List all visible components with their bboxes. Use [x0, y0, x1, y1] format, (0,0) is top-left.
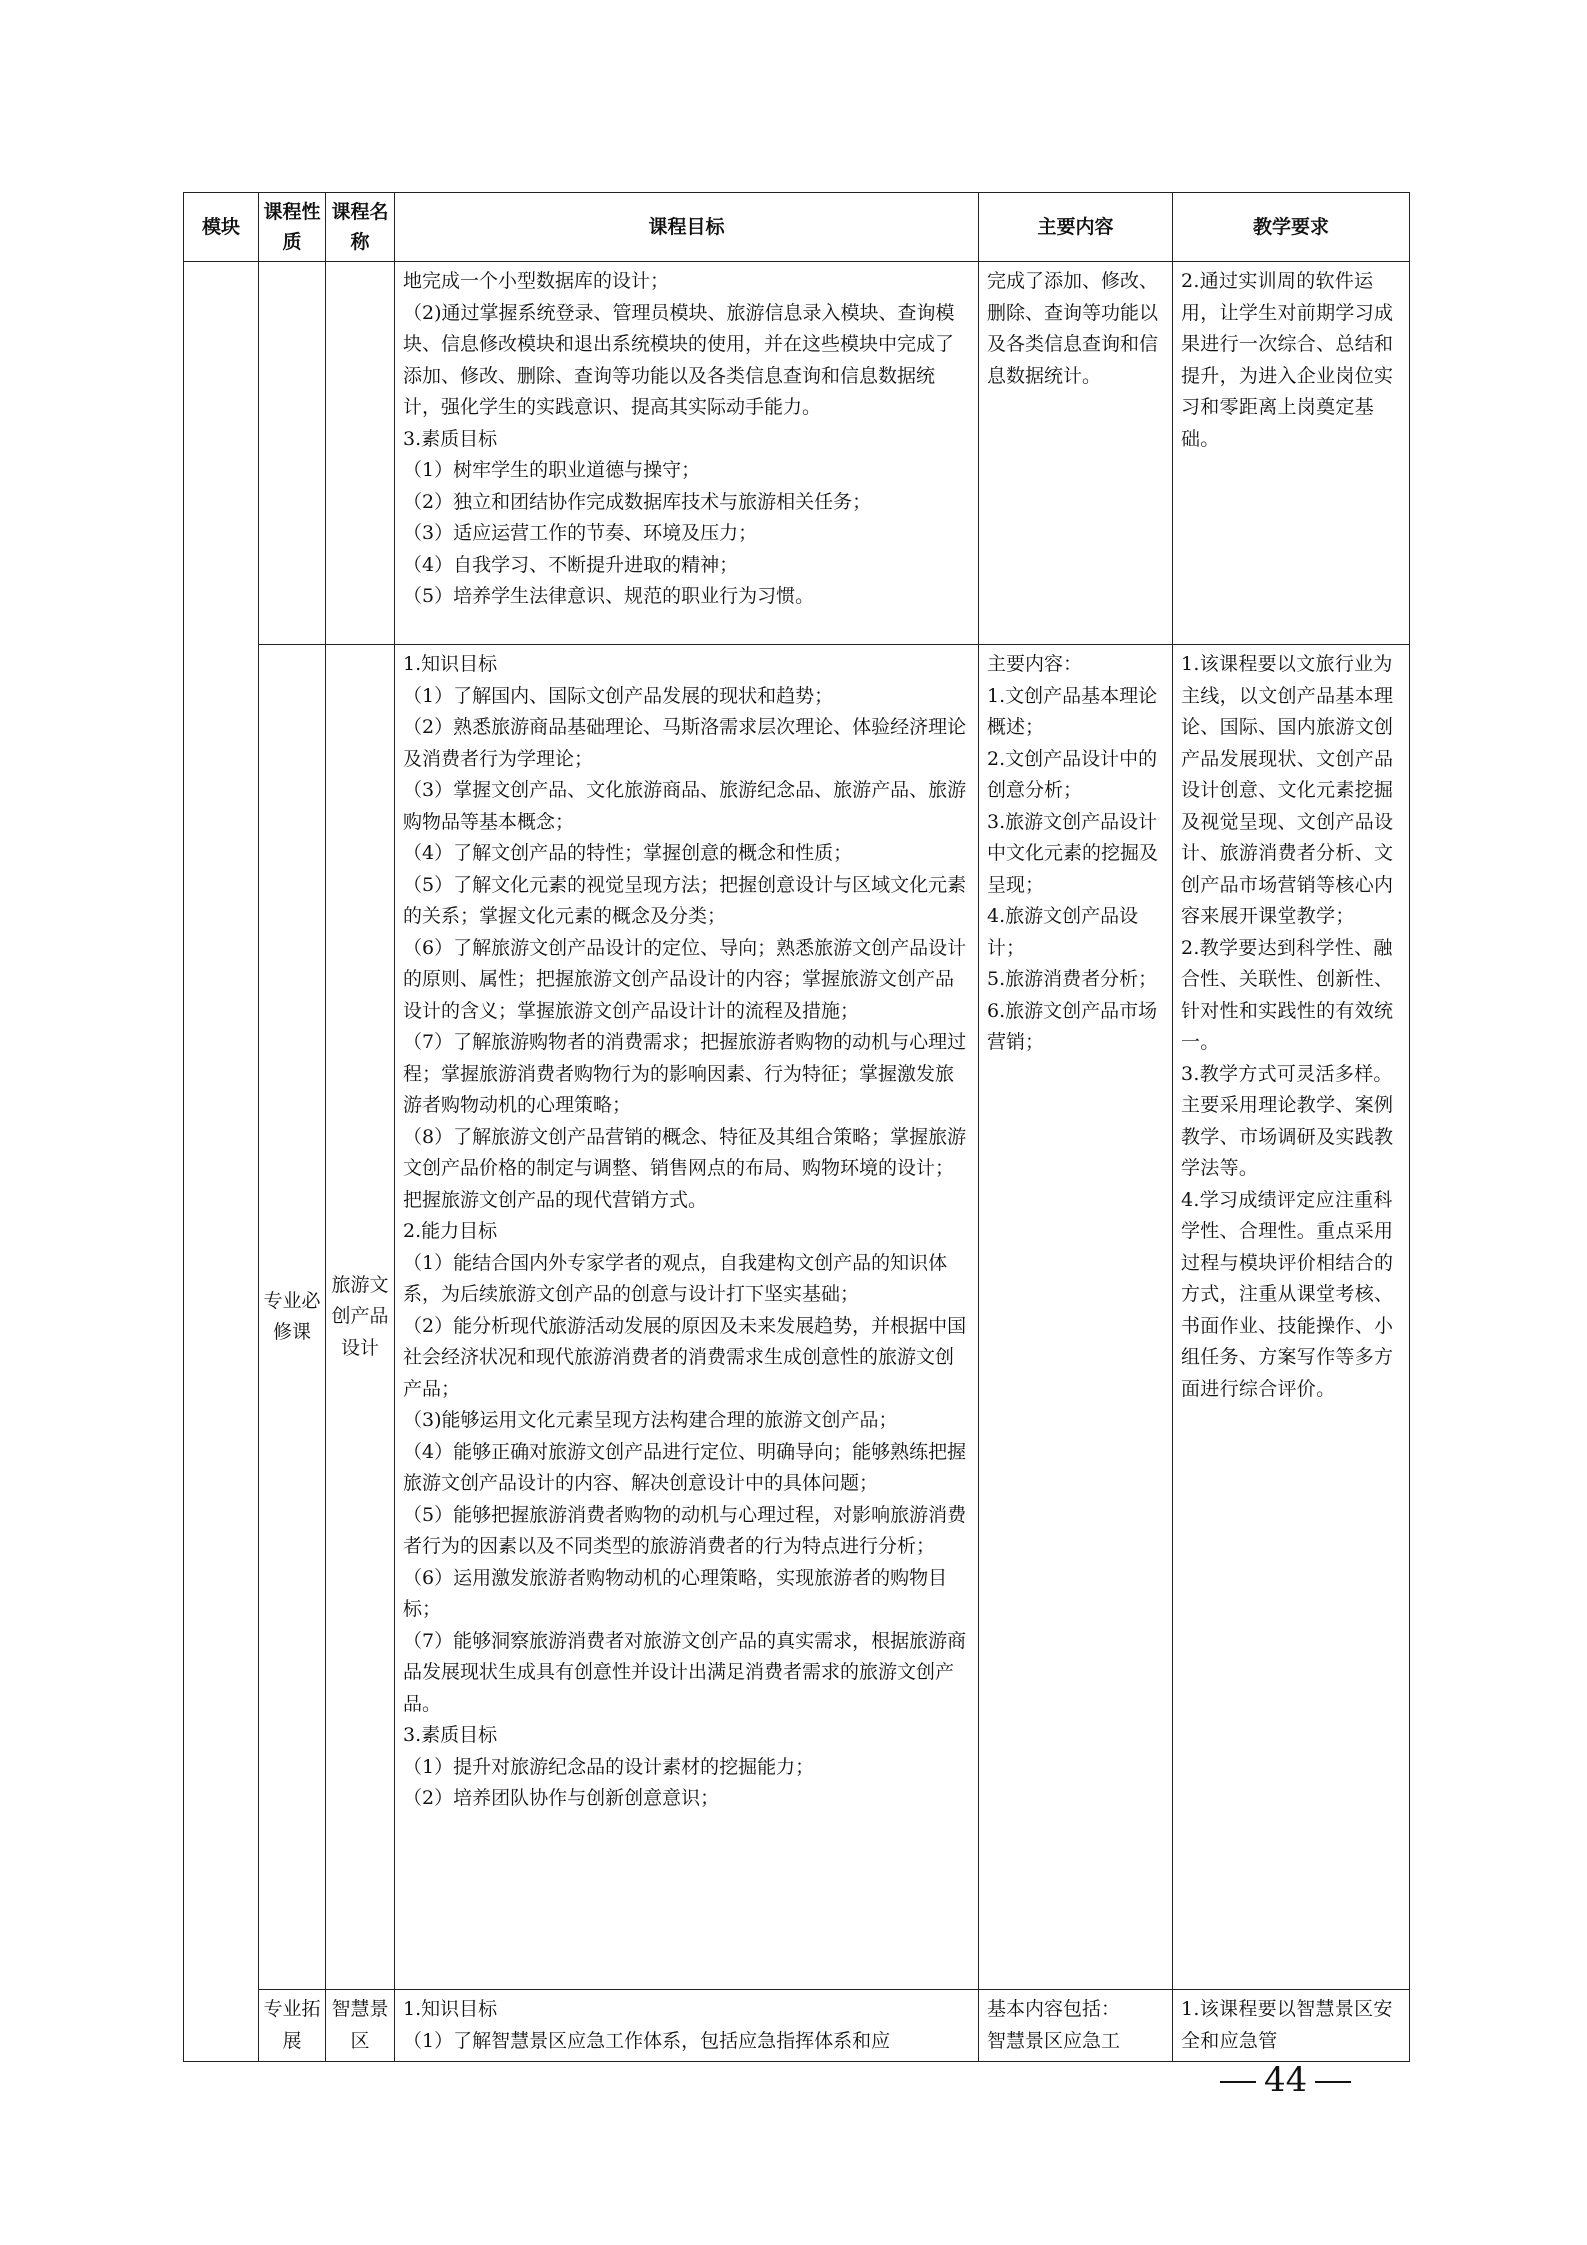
name-cell: 智慧景区: [326, 1990, 395, 2062]
page-number-value: 44: [1264, 2060, 1308, 2100]
goal-line: 1.知识目标: [403, 1998, 498, 2020]
goal-line: （5）了解文化元素的视觉呈现方法；把握创意设计与区域文化元素的关系；掌握文化元素的概念及分类；: [403, 873, 967, 927]
page-number-dash-left: [1220, 2081, 1256, 2083]
requirement-line: 1.该课程要以智慧景区安全和应急管: [1181, 1998, 1393, 2052]
requirements-cell: [1173, 1990, 1410, 2062]
content-cell: [979, 1990, 1173, 2062]
nature-cell: [259, 262, 326, 645]
content-line: 1.文创产品基本理论概述；: [987, 684, 1158, 738]
goal-line: （1）提升对旅游纪念品的设计素材的挖掘能力；: [403, 1755, 815, 1778]
content-line: 智慧景区应急工: [987, 2029, 1121, 2052]
content-line: 5.旅游消费者分析；: [987, 968, 1158, 990]
goal-line: （1）了解国内、国际文创产品发展的现状和趋势；: [403, 684, 834, 707]
page-number-dash-right: [1315, 2081, 1351, 2083]
goals-cell: [395, 645, 979, 1990]
nature-cell: 专业拓展: [259, 1990, 326, 2062]
goal-line: （2）熟悉旅游商品基础理论、马斯洛需求层次理论、体验经济理论及消费者行为学理论；: [403, 716, 967, 770]
goals-cell: [395, 1990, 979, 2062]
goal-line: （1）能结合国内外专家学者的观点，自我建构文创产品的知识体系，为后续旅游文创产品的创意与设计打下坚实基础；: [403, 1251, 948, 1305]
goal-line: （3)能够运用文化元素呈现方法构建合理的旅游文创产品；: [403, 1409, 898, 1431]
requirements-cell: [1173, 645, 1410, 1990]
table-row: [184, 645, 1410, 1990]
goal-line: （2）独立和团结协作完成数据库技术与旅游相关任务；: [403, 490, 872, 513]
curriculum-table: [183, 192, 1410, 2062]
goal-line: （5）能够把握旅游消费者购物的动机与心理过程，对影响旅游消费者行为的因素以及不同类型的旅游消费者的行为特点进行分析；: [403, 1503, 967, 1557]
goal-line: （2）能分析现代旅游活动发展的原因及未来发展趋势，并根据中国社会经济状况和现代旅游消费者的消费需求生成创意性的旅游文创产品；: [403, 1314, 967, 1400]
content-line: 3.旅游文创产品设计中文化元素的挖掘及呈现；: [987, 810, 1159, 896]
table-row: [184, 262, 1410, 645]
content-line: 主要内容：: [987, 653, 1083, 675]
content-cell: [979, 645, 1173, 1990]
table-row: [184, 1990, 1410, 2062]
name-cell: [326, 262, 395, 645]
goals-cell: [395, 262, 979, 645]
page-number: [1212, 2060, 1359, 2100]
header-module: 模块: [184, 193, 259, 262]
goal-line: （1）树牢学生的职业道德与操守；: [403, 459, 701, 481]
goal-line: （7）能够洞察旅游消费者对旅游文创产品的真实需求，根据旅游商品发展现状生成具有创意性并设计出满足消费者需求的旅游文创产品。: [403, 1629, 967, 1715]
requirement-line: 1.该课程要以文旅行业为主线，以文创产品基本理论、国际、国内旅游文创产品发展现状、文创产品设计创意、文化元素挖掘及视觉呈现、文创产品设计、旅游消费者分析、文创产品市场营销等核心内容来展开课堂教学；: [1181, 653, 1394, 927]
goal-line: （4）了解文创产品的特性；掌握创意的概念和性质；: [403, 842, 853, 864]
goal-line: （7）了解旅游购物者的消费需求；把握旅游者购物的动机与心理过程；掌握旅游消费者购物行为的影响因素、行为特征；掌握激发旅游者购物动机的心理策略；: [403, 1031, 967, 1116]
goal-line: （6）了解旅游文创产品设计的定位、导向；熟悉旅游文创产品设计的原则、属性；把握旅游文创产品设计的内容；掌握旅游文创产品设计的含义；掌握旅游文创产品设计计的流程及措施；: [403, 936, 967, 1022]
goal-line: 2.能力目标: [403, 1220, 498, 1242]
content-line: 基本内容包括：: [987, 1998, 1121, 2020]
goal-line: （2）培养团队协作与创新创意意识；: [403, 1787, 720, 1809]
goal-line: （4）能够正确对旅游文创产品进行定位、明确导向；能够熟练把握旅游文创产品设计的内容、解决创意设计中的具体问题；: [403, 1440, 967, 1494]
goal-line: 3.素质目标: [403, 1724, 498, 1746]
table-header-row: [184, 193, 1410, 262]
goal-line: （3）适应运营工作的节奏、环境及压力；: [403, 522, 758, 544]
header-nature: 课程性质: [259, 193, 326, 262]
goal-line: 地完成一个小型数据库的设计；: [403, 270, 670, 292]
goal-line: 3.素质目标: [403, 427, 498, 450]
content-line: 6.旅游文创产品市场营销；: [987, 999, 1158, 1053]
content-line: 4.旅游文创产品设计；: [987, 905, 1139, 959]
requirement-line: 4.学习成绩评定应注重科学性、合理性。重点采用过程与模块评价相结合的方式，注重从课堂考核、书面作业、技能操作、小组任务、方案写作等多方面进行综合评价。: [1181, 1188, 1394, 1400]
content-line: 2.文创产品设计中的创意分析；: [987, 747, 1158, 801]
goal-line: 1.知识目标: [403, 653, 498, 675]
content-cell: [979, 262, 1173, 645]
content-line: 完成了添加、修改、删除、查询等功能以及各类信息查询和信息数据统计。: [987, 270, 1159, 387]
goal-line: （8）了解旅游文创产品营销的概念、特征及其组合策略；掌握旅游文创产品价格的制定与调整、销售网点的布局、购物环境的设计；把握旅游文创产品的现代营销方式。: [403, 1125, 967, 1211]
name-cell: 旅游文创产品设计: [326, 645, 395, 1990]
requirement-line: 2.通过实训周的软件运用，让学生对前期学习成果进行一次综合、总结和提升，为进入企业岗位实习和零距离上岗奠定基础。: [1181, 270, 1394, 450]
requirements-cell: [1173, 262, 1410, 645]
header-goals: 课程目标: [395, 193, 979, 262]
header-name: 课程名称: [326, 193, 395, 262]
goal-line: （6）运用激发旅游者购物动机的心理策略，实现旅游者的购物目标；: [403, 1566, 948, 1620]
goal-line: （5）培养学生法律意识、规范的职业行为习惯。: [403, 585, 815, 607]
goal-line: （1）了解智慧景区应急工作体系，包括应急指挥体系和应: [403, 2029, 891, 2052]
module-cell: [184, 262, 259, 2062]
nature-cell: 专业必修课: [259, 645, 326, 1990]
header-requirements: 教学要求: [1173, 193, 1410, 262]
goal-line: （4）自我学习、不断提升进取的精神；: [403, 553, 739, 576]
requirement-line: 2.教学要达到科学性、融合性、关联性、创新性、针对性和实践性的有效统一。: [1181, 936, 1394, 1053]
header-content: 主要内容: [979, 193, 1173, 262]
goal-line: （2)通过掌握系统登录、管理员模块、旅游信息录入模块、查询模块、信息修改模块和退出系统模块的使用，并在这些模块中完成了添加、修改、删除、查询等功能以及各类信息查询和信息数据统计，强化学生的实践意识、提高其实际动手能力。: [403, 301, 955, 418]
requirement-line: 3.教学方式可灵活多样。主要采用理论教学、案例教学、市场调研及实践教学法等。: [1181, 1062, 1394, 1179]
goal-line: （3）掌握文创产品、文化旅游商品、旅游纪念品、旅游产品、旅游购物品等基本概念；: [403, 779, 967, 833]
